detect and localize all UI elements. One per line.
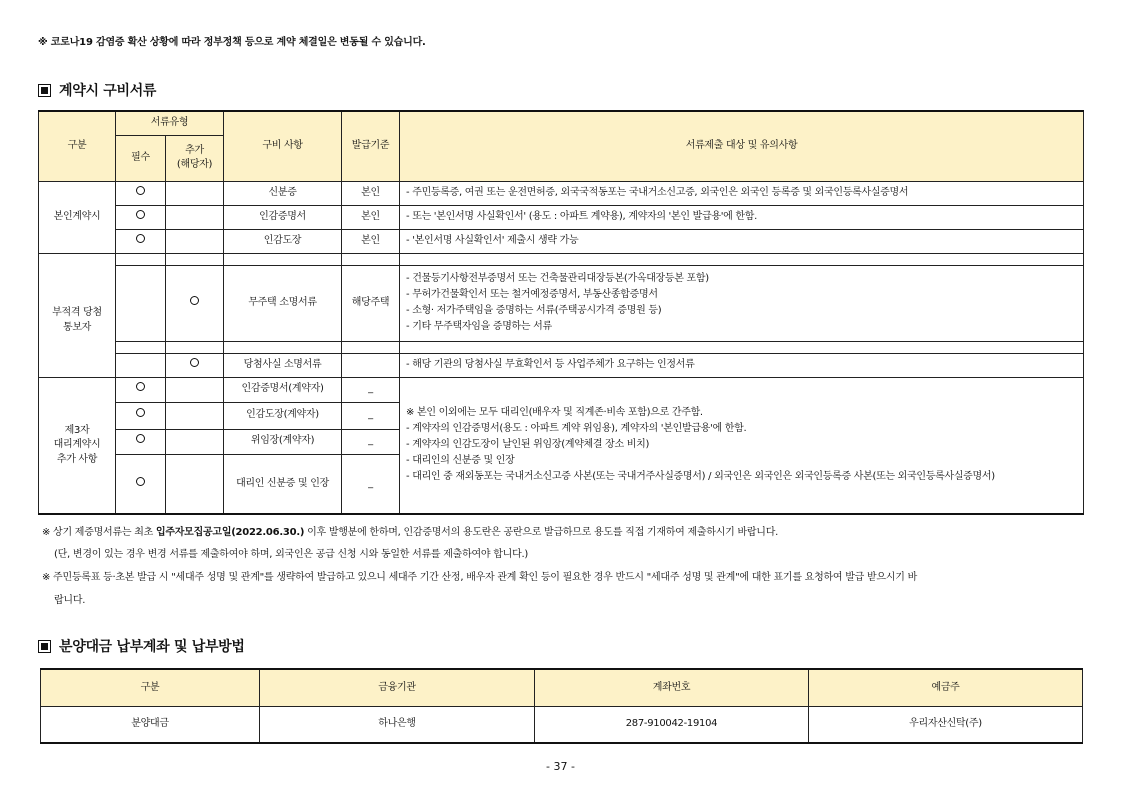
account-holder: 우리자산신탁(주) — [809, 706, 1083, 743]
required-mark — [116, 377, 166, 402]
header-category: 구분 — [41, 669, 260, 706]
table-row — [39, 265, 1084, 341]
basis-cell: 본인 — [342, 205, 400, 229]
additional-mark — [166, 377, 224, 402]
section-title-text: 계약시 구비서류 — [59, 83, 157, 99]
required-mark — [116, 353, 166, 377]
header-account-number: 계좌번호 — [535, 669, 809, 706]
notes-cell: - 주민등록증, 여권 또는 운전면허증, 외국국적동포는 국내거소신고증, 외국인은 외국인 등록증 및 외국인등록사실증명서 — [400, 181, 1084, 205]
square-bullet-icon — [38, 640, 51, 653]
page-number: - 37 - — [546, 760, 575, 773]
item-cell: 인감도장 — [224, 229, 342, 253]
header-bank: 금융기관 — [260, 669, 535, 706]
circle-mark-icon — [190, 296, 199, 305]
category-cell: 부적격 당첨 통보자 — [39, 265, 116, 377]
notes-cell: - 건물등기사항전부증명서 또는 건축물관리대장등본(가옥대장등본 포함) - 무허가건물확인서 또는 철거예정증명서, 부동산종합증명서 - 소형· 저가주택임을 증명하는 서류(주택공시가격 증명원 등) - 기타 무주택자임을 증명하는 서류 — [400, 265, 1084, 341]
square-bullet-icon — [38, 84, 51, 97]
circle-mark-icon — [136, 477, 145, 486]
payment-account-table — [40, 668, 1083, 744]
item-cell: 대리인 신분증 및 인장 — [224, 454, 342, 514]
notes-cell: - 해당 기관의 당첨사실 무효확인서 등 사업주체가 요구하는 인정서류 — [400, 353, 1084, 377]
footnote-text: 이후 발행분에 한하며, 인감증명서의 용도란은 공란으로 발급하므로 용도를 직접 기재하여 제출하시기 바랍니다. — [304, 527, 779, 538]
header-additional: 추가 (해당자) — [166, 135, 224, 181]
basis-cell: _ — [342, 402, 400, 429]
circle-mark-icon — [136, 408, 145, 417]
additional-mark — [166, 205, 224, 229]
required-mark — [116, 454, 166, 514]
basis-cell: _ — [342, 429, 400, 454]
account-number: 287-910042-19104 — [535, 706, 809, 743]
covid-notice: ※ 코로나19 감염증 확산 상황에 따라 정부정책 등으로 계약 체결일은 변동될 수 있습니다. — [38, 37, 426, 48]
table-row — [39, 181, 1084, 205]
additional-mark — [166, 402, 224, 429]
table-row — [41, 706, 1083, 743]
category-cell: 본인계약시 — [39, 181, 116, 253]
table-row — [39, 205, 1084, 229]
item-cell: 인감증명서 — [224, 205, 342, 229]
header-doc-type: 서류유형 — [116, 111, 224, 135]
additional-mark — [166, 229, 224, 253]
required-mark — [116, 402, 166, 429]
additional-mark — [166, 181, 224, 205]
item-cell: 신분증 — [224, 181, 342, 205]
header-required: 필수 — [116, 135, 166, 181]
circle-mark-icon — [136, 186, 145, 195]
section-title-documents — [38, 80, 156, 100]
notes-cell: - 또는 '본인서명 사실확인서' (용도 : 아파트 계약용), 계약자의 '본인 발급용'에 한함. — [400, 205, 1084, 229]
additional-mark — [166, 454, 224, 514]
circle-mark-icon — [136, 234, 145, 243]
header-account-holder: 예금주 — [809, 669, 1083, 706]
footnote-2: (단, 변경이 있는 경우 변경 서류를 제출하여야 하며, 외국인은 공급 신청 시와 동일한 서류를 제출하여야 합니다.) — [54, 549, 529, 560]
required-documents-table — [38, 110, 1084, 515]
additional-mark — [166, 265, 224, 341]
spacer-row — [39, 253, 1084, 265]
spacer-row — [39, 341, 1084, 353]
footnote-text: ※ 상기 제증명서류는 최초 — [42, 527, 156, 538]
basis-cell: _ — [342, 454, 400, 514]
header-items: 구비 사항 — [224, 111, 342, 181]
basis-cell: 본인 — [342, 229, 400, 253]
circle-mark-icon — [136, 210, 145, 219]
basis-cell: 해당주택 — [342, 265, 400, 341]
notes-cell: ※ 본인 이외에는 모두 대리인(배우자 및 직계존·비속 포함)으로 간주함. - 계약자의 인감증명서(용도 : 아파트 계약 위임용), 계약자의 '본인발급용'에 한함. - 계약자의 인감도장이 날인된 위임장(계약체결 장소 비치) - 대리인의 신분증 및 인장 - 대리인 중 재외동포는 국내거소신고증 사본(또는 국내거주사실증명서) / 외국인은 외국인은 외국인등록증 사본(또는 외국인등록사실증명서) — [400, 377, 1084, 514]
required-mark — [116, 229, 166, 253]
additional-mark — [166, 353, 224, 377]
header-notes: 서류제출 대상 및 유의사항 — [400, 111, 1084, 181]
section-title-text: 분양대금 납부계좌 및 납부방법 — [59, 639, 245, 655]
item-cell: 인감증명서(계약자) — [224, 377, 342, 402]
required-mark — [116, 205, 166, 229]
required-mark — [116, 181, 166, 205]
circle-mark-icon — [190, 358, 199, 367]
basis-cell: _ — [342, 377, 400, 402]
circle-mark-icon — [136, 382, 145, 391]
category-cell: 제3자 대리계약시 추가 사항 — [39, 377, 116, 514]
section-title-payment — [38, 636, 245, 656]
footnote-3: ※ 주민등록표 등·초본 발급 시 "세대주 성명 및 관계"를 생략하여 발급하고 있으니 세대주 기간 산정, 배우자 관계 확인 등이 필요한 경우 반드시 "세대주 성명 및 관계"에 대한 표기를 요청하여 발급 받으시기 바 — [42, 572, 917, 583]
payment-category: 분양대금 — [41, 706, 260, 743]
item-cell: 인감도장(계약자) — [224, 402, 342, 429]
footnote-date: 입주자모집공고일(2022.06.30.) — [155, 527, 305, 538]
bank-name: 하나은행 — [260, 706, 535, 743]
item-cell: 당첨사실 소명서류 — [224, 353, 342, 377]
required-mark — [116, 265, 166, 341]
table-row — [39, 229, 1084, 253]
notes-cell: - '본인서명 사실확인서' 제출시 생략 가능 — [400, 229, 1084, 253]
basis-cell: 본인 — [342, 181, 400, 205]
circle-mark-icon — [136, 434, 145, 443]
table-row — [39, 353, 1084, 377]
footnote-1 — [42, 523, 778, 538]
header-basis: 발급기준 — [342, 111, 400, 181]
item-cell: 무주택 소명서류 — [224, 265, 342, 341]
table-row — [39, 377, 1084, 402]
header-category: 구분 — [39, 111, 116, 181]
footnote-4: 랍니다. — [54, 595, 86, 606]
basis-cell — [342, 353, 400, 377]
item-cell: 위임장(계약자) — [224, 429, 342, 454]
additional-mark — [166, 429, 224, 454]
required-mark — [116, 429, 166, 454]
